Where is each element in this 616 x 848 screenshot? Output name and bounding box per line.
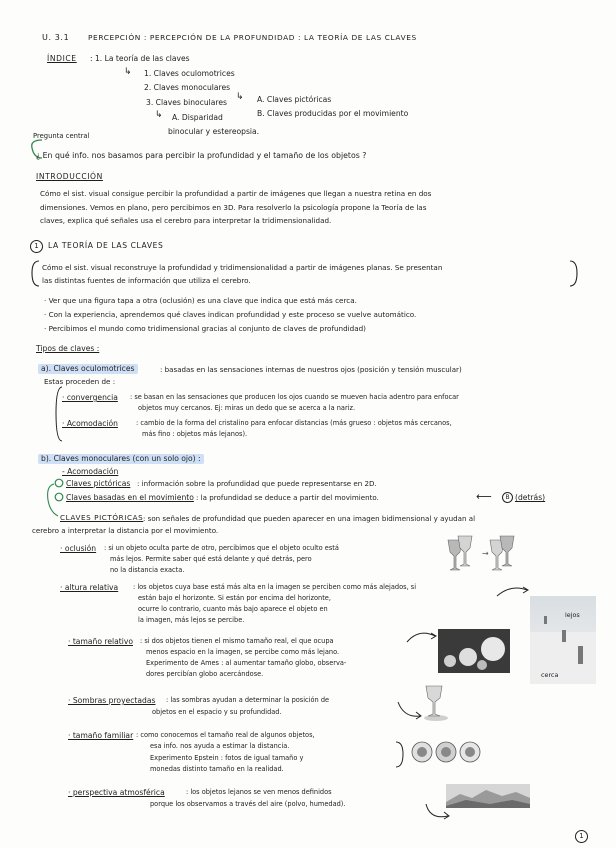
tamano-relativo-desc: dores percibían globo acercándose. <box>146 670 264 678</box>
unit-label: U. 3.1 <box>42 33 70 42</box>
bullet-item: · Con la experiencia, aprendemos qué claves indican profundidad y este proceso se vuelve automático. <box>44 310 417 319</box>
altura-desc: : los objetos cuya base está más alta en la imagen se perciben como más alejados, si <box>133 583 417 591</box>
claves-movimiento-label: Claves basadas en el movimiento <box>66 493 194 502</box>
type-b-acomodacion: - Acomodación <box>62 467 119 476</box>
atmosferica-label: · perspectiva atmosférica <box>68 788 165 797</box>
relative-height-image <box>530 596 596 684</box>
lejos-label: lejos <box>565 611 580 619</box>
oclusion-desc: no la distancia exacta. <box>110 566 185 574</box>
arrow-curve-icon <box>405 628 439 646</box>
bracket-icon <box>394 740 406 770</box>
index-sub-c2: binocular y estereopsia. <box>168 127 260 136</box>
bullet-item: · Percibimos el mundo como tridimensional gracias al conjunto de claves de profundidad) <box>44 324 366 333</box>
question-text: ¿ En qué info. nos basamos para percibir la profundidad y el tamaño de los objetos ? <box>36 151 367 160</box>
claves-pictoricas-desc: : información sobre la profundidad que puede representarse en 2D. <box>137 479 377 488</box>
connector-line-icon <box>44 482 60 518</box>
intro-title: INTRODUCCIÓN <box>36 172 103 181</box>
familiar-desc: esa info. nos ayuda a estimar la distancia. <box>150 742 290 750</box>
index-item-1: : 1. La teoría de las claves <box>90 54 190 63</box>
claves-pictoricas-label: Claves pictóricas <box>66 479 131 488</box>
convergencia-desc: : se basan en las sensaciones que producen los ojos cuando se mueven hacia adentro para enfocar <box>130 393 459 401</box>
convergencia-desc: objetos muy cercanos. Ej: miras un dedo que se acerca a la nariz. <box>138 404 356 412</box>
familiar-desc: monedas distinto tamaño en la realidad. <box>150 765 284 773</box>
pictoricas-desc: : son señales de profundidad que pueden aparecer en una imagen bidimensional y ayudan al <box>143 514 476 523</box>
index-item-1c: 3. Claves binoculares <box>146 98 227 107</box>
altura-label: · altura relativa <box>60 583 119 592</box>
atmosferica-desc: porque los observamos a través del aire (polvo, humedad). <box>150 800 346 808</box>
acomodacion-desc: : cambio de la forma del cristalino para enfocar distancias (más grueso : objetos más cercanos, <box>136 419 452 427</box>
balloons-image <box>438 629 510 673</box>
convergencia-label: · convergencia <box>62 393 118 402</box>
index-sub-c1: A. Disparidad <box>172 113 223 122</box>
tamano-relativo-desc: Experimento de Ames : al aumentar tamaño globo, observa- <box>146 659 347 667</box>
arrow-icon: ↳ <box>124 67 132 77</box>
svg-text:→: → <box>482 549 489 558</box>
sombras-desc: : las sombras ayudan a determinar la posición de <box>166 696 330 704</box>
type-a-desc: : basadas en las sensaciones internas de nuestros ojos (posición y tensión muscular) <box>160 365 462 374</box>
acomodacion-desc: más fino : objetos más lejanos). <box>142 430 248 438</box>
note-number: B <box>502 492 513 503</box>
altura-desc: están bajo el horizonte. Si están por encima del horizonte, <box>138 594 331 602</box>
tamano-relativo-desc: menos espacio en la imagen, se percibe como más lejano. <box>146 648 340 656</box>
pictoricas-title: CLAVES PICTÓRICAS <box>60 513 144 522</box>
question-label: Pregunta central <box>33 132 90 140</box>
bullet-item: · Ver que una figura tapa a otra (oclusión) es una clave que indica que está más cerca. <box>44 296 357 305</box>
type-a-label: a). Claves oculomotrices <box>38 364 138 374</box>
arrow-curve-icon <box>495 584 531 600</box>
page-title: PERCEPCIÓN : PERCEPCIÓN DE LA PROFUNDIDAD : LA TEORÍA DE LAS CLAVES <box>88 33 417 42</box>
intro-line: claves, explica qué señales usa el cerebro para interpretar la tridimensionalidad. <box>40 216 332 225</box>
occlusion-image <box>444 534 524 574</box>
arrow-left-icon: ⟵ <box>476 490 492 503</box>
intro-line: dimensiones. Vemos en plano, pero percibimos en 3D. Para resolverlo la psicología propone la Teoría de las <box>40 203 427 212</box>
bracket-icon <box>29 259 41 289</box>
section-intro-line: las distintas fuentes de información que utiliza el cerebro. <box>42 276 251 285</box>
intro-line: Cómo el sist. visual consigue percibir la profundidad a partir de imágenes que llegan a nuestra retina en dos <box>40 189 432 198</box>
section-title: LA TEORÍA DE LAS CLAVES <box>48 241 164 250</box>
types-title: Tipos de claves : <box>36 344 100 353</box>
sombras-desc: objetos en el espacio y su profundidad. <box>152 708 282 716</box>
altura-desc: la imagen, más lejos se percibe. <box>138 616 245 624</box>
type-b-label: b). Claves monoculares (con un solo ojo) : <box>38 454 204 464</box>
bracket-icon <box>568 259 580 289</box>
acomodacion-label: · Acomodación <box>62 419 118 428</box>
oclusion-desc: : si un objeto oculta parte de otro, percibimos que el objeto oculto está <box>104 544 339 552</box>
landscape-image <box>446 784 530 808</box>
altura-desc: ocurre lo contrario, cuanto más bajo aparece el objeto en <box>138 605 328 613</box>
cerca-label: cerca <box>541 671 559 679</box>
page-number: 1 <box>575 830 588 843</box>
index-label: ÍNDICE <box>47 54 77 63</box>
arrow-icon: ↳ <box>236 92 244 102</box>
type-a-from: Estas proceden de : <box>44 377 116 386</box>
tamano-relativo-desc: : si dos objetos tienen el mismo tamaño real, el que ocupa <box>140 637 334 645</box>
section-number: 1 <box>30 240 43 253</box>
tamano-relativo-label: · tamaño relativo <box>68 637 133 646</box>
oclusion-label: · oclusión <box>60 544 97 553</box>
section-intro-line: Cómo el sist. visual reconstruye la profundidad y tridimensionalidad a partir de imágenes planas. Se presentan <box>42 263 443 272</box>
index-item-1a: 1. Claves oculomotrices <box>144 69 235 78</box>
index-sub-a: A. Claves pictóricas <box>257 95 332 104</box>
pictoricas-desc: cerebro a interpretar la distancia por el movimiento. <box>32 526 219 535</box>
familiar-desc: : como conocemos el tamaño real de algunos objetos, <box>136 731 315 739</box>
oclusion-desc: más lejos. Permite saber qué está delante y qué detrás, pero <box>110 555 312 563</box>
index-sub-b: B. Claves producidas por el movimiento <box>257 109 409 118</box>
index-item-1b: 2. Claves monoculares <box>144 83 231 92</box>
sombras-label: · Sombras proyectadas <box>68 696 156 705</box>
shadow-image <box>420 684 450 724</box>
familiar-desc: Experimento Epstein : fotos de igual tamaño y <box>150 754 304 762</box>
familiar-label: · tamaño familiar <box>68 731 134 740</box>
note-detras: (detrás) <box>515 493 546 502</box>
coins-image <box>410 738 486 766</box>
arrow-icon: ↳ <box>155 110 163 120</box>
atmosferica-desc: : los objetos lejanos se ven menos definidos <box>186 788 332 796</box>
claves-movimiento-desc: : la profundidad se deduce a partir del movimiento. <box>196 493 379 502</box>
